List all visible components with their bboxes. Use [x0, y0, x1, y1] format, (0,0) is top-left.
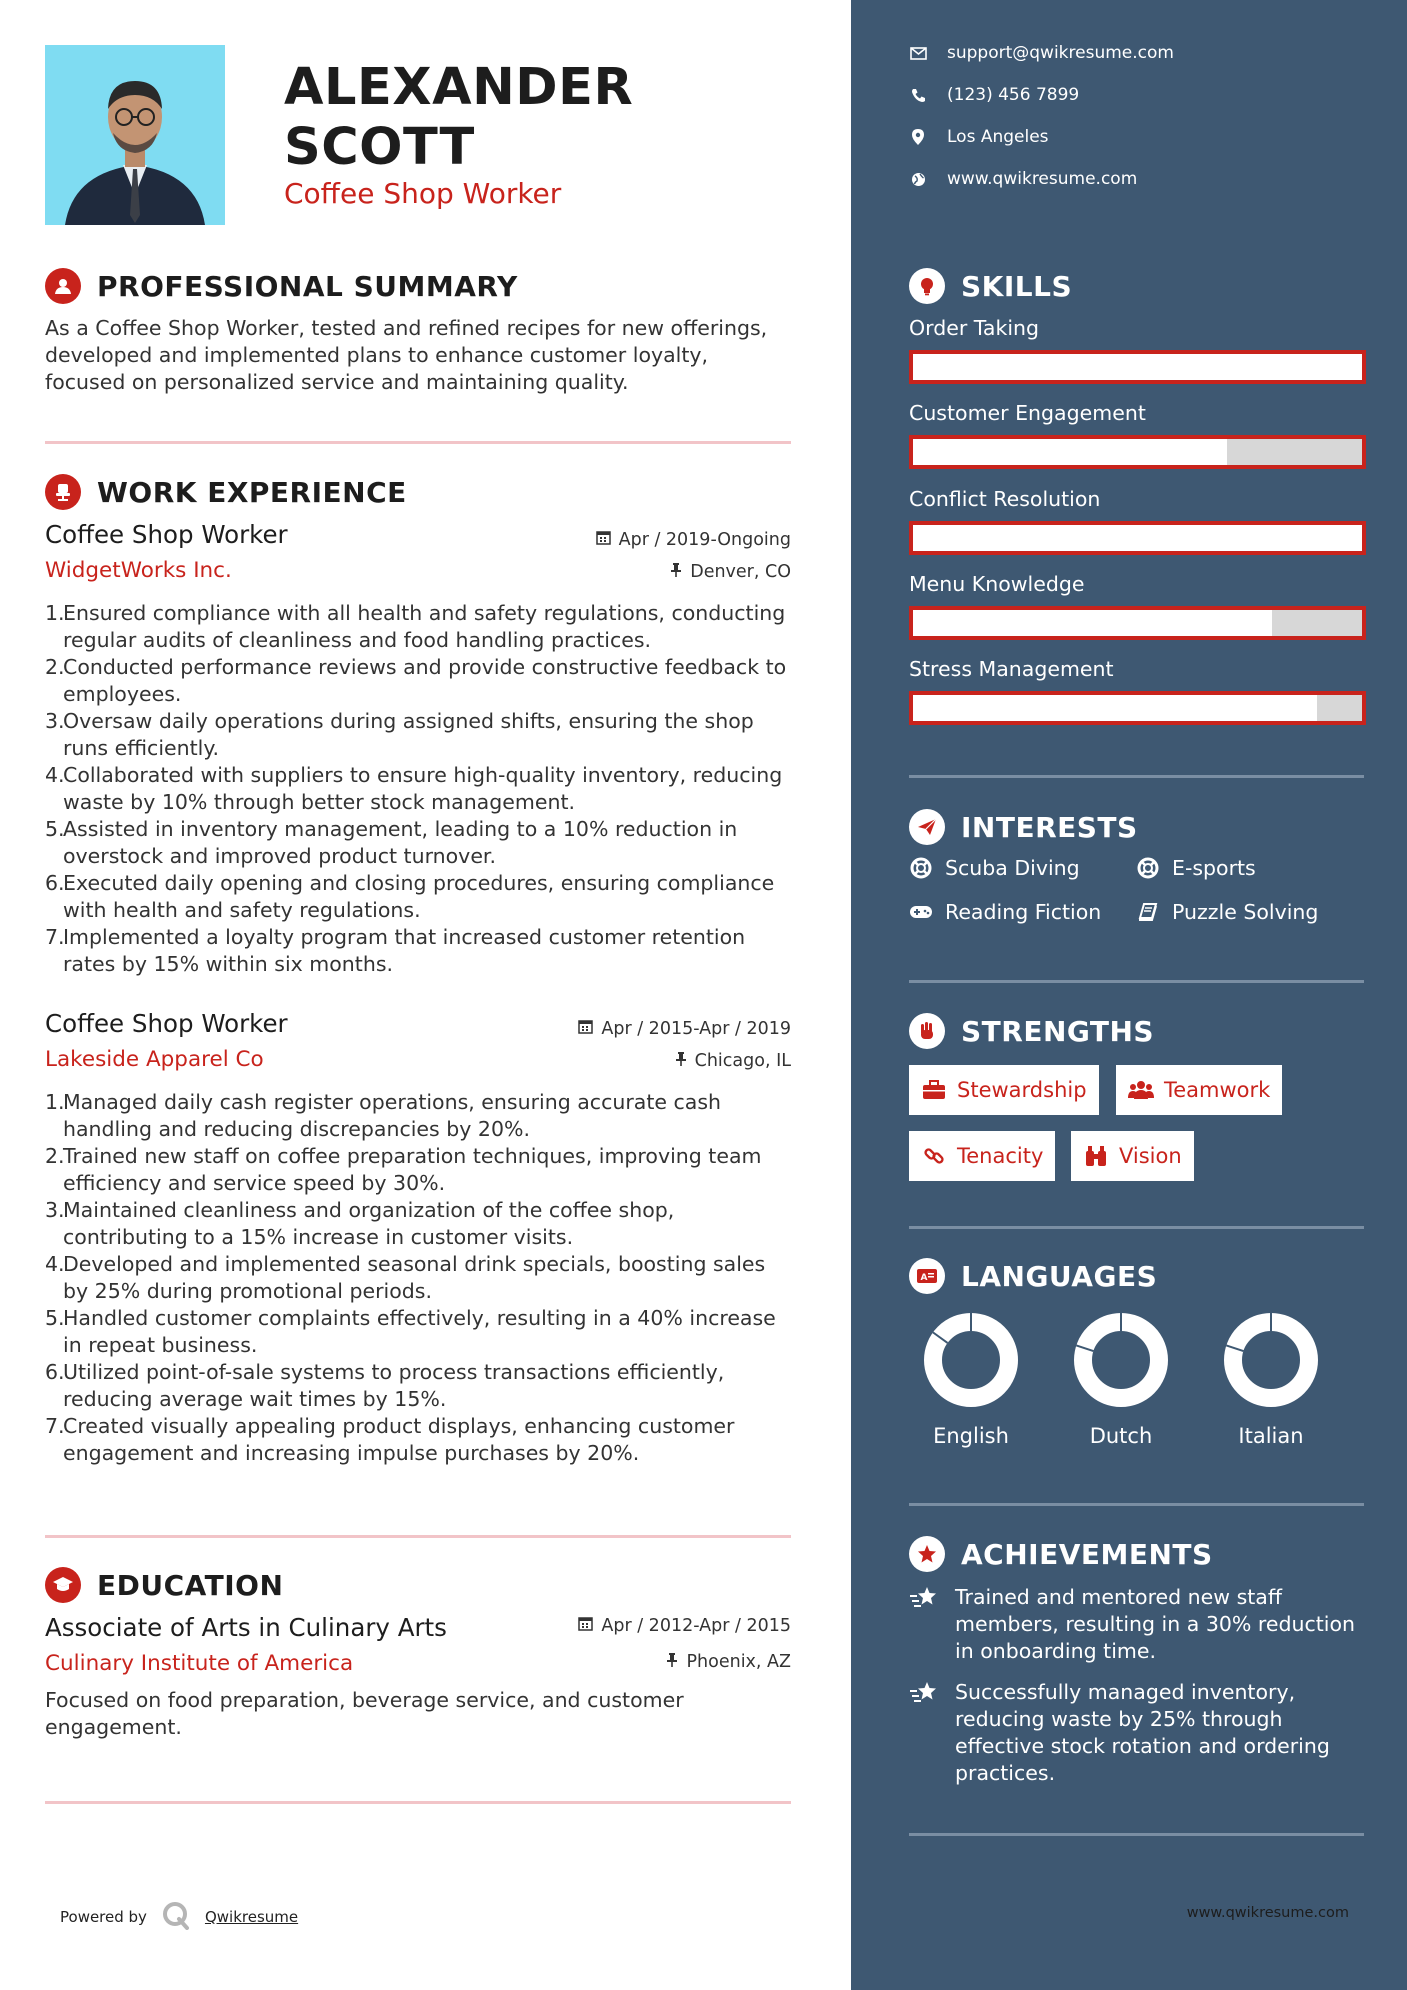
language-item — [1206, 1310, 1336, 1448]
globe-icon — [909, 170, 927, 188]
strength-badge — [1071, 1131, 1194, 1181]
interest-item — [1136, 856, 1256, 880]
section-divider — [45, 441, 791, 444]
summary-text: As a Coffee Shop Worker, tested and refined recipes for new offerings, developed and implemented plans to enhance customer loyalty, focused on personalized service and maintaining quality. — [45, 316, 768, 394]
language-icon — [909, 1258, 945, 1294]
list-item: 1. Managed daily cash register operations, ensuring accurate cash handling and reducing discrepancies by 20%. — [45, 1090, 721, 1141]
calendar-icon — [596, 530, 611, 550]
skill-bar — [909, 350, 1366, 384]
job-title: Coffee Shop Worker — [284, 177, 562, 210]
degree-title: Associate of Arts in Culinary Arts — [45, 1613, 447, 1642]
gamepad-icon — [909, 900, 933, 924]
contact-location — [909, 127, 1049, 147]
languages-heading — [909, 1256, 1157, 1296]
user-icon — [45, 268, 81, 304]
pin-icon — [666, 1652, 678, 1672]
job-1-location — [670, 562, 791, 582]
link-icon — [921, 1143, 947, 1169]
binoculars-icon — [1083, 1143, 1109, 1169]
education-heading — [45, 1565, 283, 1605]
job-1-date-text: Apr / 2019-Ongoing — [618, 530, 791, 550]
skill-bar — [909, 521, 1366, 555]
contact-email[interactable] — [909, 43, 1174, 63]
calendar-icon — [578, 1019, 593, 1039]
lightbulb-icon — [909, 268, 945, 304]
list-item: 5. Handled customer complaints effectively, resulting in a 40% increase in repeat business. — [45, 1306, 776, 1357]
education-date — [578, 1616, 791, 1636]
language-ring — [921, 1310, 1021, 1410]
interest-item — [1136, 900, 1318, 924]
strength-badge — [909, 1131, 1055, 1181]
job-2-company: Lakeside Apparel Co — [45, 1047, 264, 1072]
list-item: 3. Maintained cleanliness and organization of the coffee shop, contributing to a 15% increase in customer visits. — [45, 1198, 675, 1249]
section-divider — [909, 1833, 1364, 1836]
skill-fill — [913, 439, 1227, 465]
interests-heading — [909, 807, 1138, 847]
job-2-location-text: Chicago, IL — [694, 1051, 791, 1071]
strength-badge — [909, 1065, 1099, 1115]
list-item: 7. Implemented a loyalty program that increased customer retention rates by 15% within six months. — [45, 925, 746, 976]
language-item — [1056, 1310, 1186, 1448]
name-line-1: ALEXANDER — [284, 58, 634, 117]
list-item: 2. Trained new staff on coffee preparation techniques, improving team efficiency and service speed by 30%. — [45, 1144, 762, 1195]
achievements-heading — [909, 1534, 1213, 1574]
language-label: English — [933, 1424, 1009, 1448]
skills-heading — [909, 266, 1072, 306]
job-2-title: Coffee Shop Worker — [45, 1009, 288, 1038]
graduation-cap-icon — [45, 1567, 81, 1603]
skill-fill — [913, 354, 1362, 380]
language-item — [906, 1310, 1036, 1448]
education-title: EDUCATION — [97, 1568, 284, 1602]
users-icon — [1128, 1077, 1154, 1103]
phone-icon — [909, 86, 927, 104]
life-ring-icon — [1136, 856, 1160, 880]
interest-label: E-sports — [1172, 856, 1256, 880]
contact-phone[interactable] — [909, 85, 1079, 105]
interest-label: Puzzle Solving — [1172, 900, 1319, 924]
strengths-heading — [909, 1011, 1154, 1051]
footer-website[interactable]: www.qwikresume.com — [1186, 1905, 1349, 1921]
job-1-date — [596, 530, 791, 550]
language-ring — [1221, 1310, 1321, 1410]
interest-label: Scuba Diving — [945, 856, 1080, 880]
education-location — [666, 1652, 791, 1672]
achievement-text: Successfully managed inventory, reducing waste by 25% through effective stock rotation and ordering practices. — [955, 1680, 1330, 1785]
section-divider — [909, 1226, 1364, 1229]
qwikresume-logo-icon — [161, 1900, 191, 1934]
list-item: 3. Oversaw daily operations during assigned shifts, ensuring the shop runs efficiently. — [45, 709, 754, 760]
hand-icon — [909, 1013, 945, 1049]
name-line-2: SCOTT — [284, 118, 475, 177]
achievement-item — [909, 1584, 1369, 1665]
contact-email-text: support@qwikresume.com — [947, 43, 1174, 63]
section-divider — [909, 775, 1364, 778]
job-2-bullets — [45, 1089, 795, 1467]
strength-badge — [1116, 1065, 1282, 1115]
contact-location-text: Los Angeles — [947, 127, 1049, 147]
achievement-item — [909, 1679, 1369, 1787]
strengths-title: STRENGTHS — [961, 1014, 1155, 1048]
star-badge-icon — [909, 1536, 945, 1572]
language-label: Dutch — [1089, 1424, 1153, 1448]
contact-website[interactable] — [909, 169, 1137, 189]
skill-label: Order Taking — [909, 316, 1040, 340]
pin-icon — [675, 1051, 687, 1071]
envelope-icon — [909, 44, 927, 62]
skill-label: Stress Management — [909, 657, 1114, 681]
language-ring — [1071, 1310, 1171, 1410]
svg-text:A: A — [920, 1273, 928, 1283]
life-ring-icon — [909, 856, 933, 880]
job-2-date — [578, 1019, 791, 1039]
powered-by — [60, 1900, 298, 1934]
qwikresume-link[interactable]: Qwikresume — [204, 1908, 299, 1926]
education-date-text: Apr / 2012-Apr / 2015 — [601, 1616, 791, 1636]
education-location-text: Phoenix, AZ — [686, 1652, 791, 1672]
sidebar — [851, 0, 1407, 1990]
section-divider — [45, 1801, 791, 1804]
paper-plane-icon — [909, 809, 945, 845]
skill-fill — [913, 695, 1317, 721]
list-item: 1. Ensured compliance with all health and safety regulations, conducting regular audits of cleanliness and food handling practices. — [45, 601, 786, 652]
languages-title: LANGUAGES — [961, 1259, 1158, 1293]
skill-label: Menu Knowledge — [909, 572, 1085, 596]
map-marker-icon — [909, 128, 927, 146]
strength-label: Stewardship — [957, 1078, 1087, 1102]
skill-fill — [913, 610, 1272, 636]
strength-label: Teamwork — [1164, 1078, 1271, 1102]
shooting-star-icon — [909, 1679, 939, 1709]
list-item: 2. Conducted performance reviews and provide constructive feedback to employees. — [45, 655, 787, 706]
interest-item — [909, 856, 1080, 880]
contact-phone-text: (123) 456 7899 — [947, 85, 1080, 105]
interests-title: INTERESTS — [961, 810, 1138, 844]
job-1-title: Coffee Shop Worker — [45, 520, 288, 549]
section-divider — [909, 1503, 1364, 1506]
candidate-name — [284, 58, 633, 178]
skills-title: SKILLS — [961, 269, 1073, 303]
skill-label: Conflict Resolution — [909, 487, 1101, 511]
list-item: 4. Developed and implemented seasonal drink specials, boosting sales by 25% during promotional periods. — [45, 1252, 766, 1303]
strength-label: Tenacity — [957, 1144, 1044, 1168]
calendar-icon — [578, 1616, 593, 1636]
interest-item — [909, 900, 1101, 924]
strength-label: Vision — [1119, 1144, 1182, 1168]
book-icon — [1136, 900, 1160, 924]
job-1-company: WidgetWorks Inc. — [45, 558, 232, 583]
skill-fill — [913, 525, 1362, 551]
list-item: 7. Created visually appealing product displays, enhancing customer engagement and increasing impulse purchases by 20%. — [45, 1414, 735, 1465]
profile-photo — [45, 45, 225, 225]
education-text: Focused on food preparation, beverage service, and customer engagement. — [45, 1688, 684, 1739]
experience-heading — [45, 472, 407, 512]
language-label: Italian — [1238, 1424, 1304, 1448]
list-item: 5. Assisted in inventory management, leading to a 10% reduction in overstock and improved product turnover. — [45, 817, 738, 868]
achievement-text: Trained and mentored new staff members, resulting in a 30% reduction in onboarding time. — [955, 1585, 1356, 1663]
skill-bar — [909, 691, 1366, 725]
shooting-star-icon — [909, 1584, 939, 1614]
job-2-date-text: Apr / 2015-Apr / 2019 — [601, 1019, 791, 1039]
section-divider — [909, 980, 1364, 983]
contact-website-text: www.qwikresume.com — [947, 169, 1138, 189]
list-item: 4. Collaborated with suppliers to ensure high-quality inventory, reducing waste by 10% through better stock management. — [45, 763, 783, 814]
summary-heading — [45, 266, 518, 306]
school-name: Culinary Institute of America — [45, 1651, 354, 1676]
list-item: 6. Executed daily opening and closing procedures, ensuring compliance with health and safety regulations. — [45, 871, 775, 922]
interest-label: Reading Fiction — [945, 900, 1102, 924]
office-chair-icon — [45, 474, 81, 510]
experience-title: WORK EXPERIENCE — [97, 475, 407, 509]
skill-label: Customer Engagement — [909, 401, 1146, 425]
section-divider — [45, 1535, 791, 1538]
job-1-location-text: Denver, CO — [690, 562, 791, 582]
skill-bar — [909, 606, 1366, 640]
job-2-location — [675, 1051, 791, 1071]
pin-icon — [670, 562, 682, 582]
job-1-bullets — [45, 600, 795, 978]
powered-by-label: Powered by — [60, 1908, 147, 1926]
summary-title: PROFESSIONAL SUMMARY — [97, 269, 518, 303]
list-item: 6. Utilized point-of-sale systems to process transactions efficiently, reducing average wait times by 15%. — [45, 1360, 725, 1411]
briefcase-icon — [921, 1077, 947, 1103]
skill-bar — [909, 435, 1366, 469]
achievements-title: ACHIEVEMENTS — [961, 1537, 1213, 1571]
